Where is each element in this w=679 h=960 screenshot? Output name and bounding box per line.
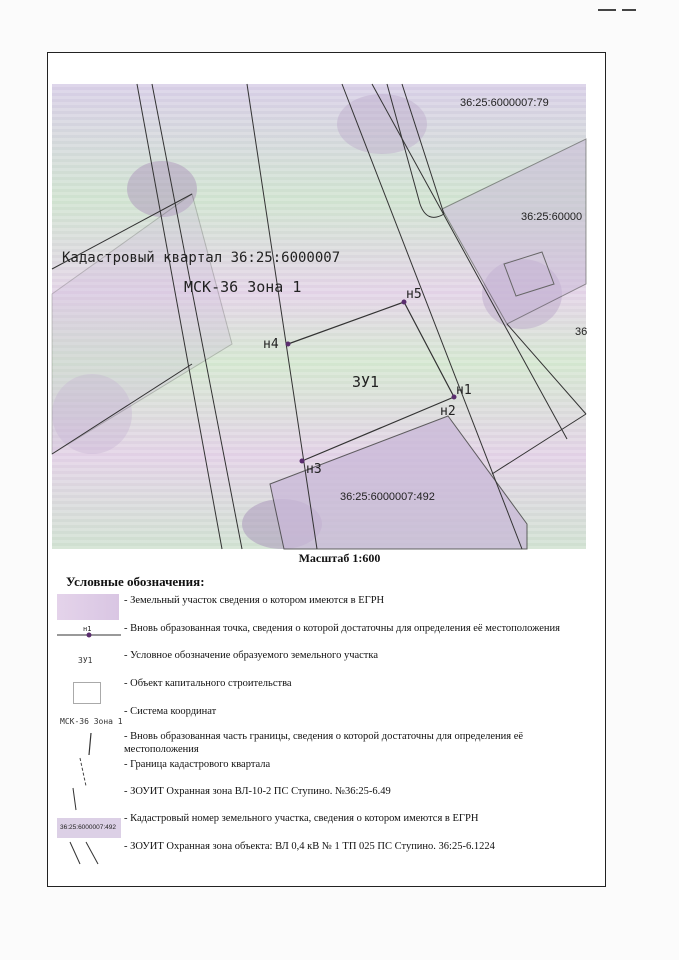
legend-text-coord-system: - Система координат xyxy=(124,706,217,717)
cadastral-label-79: 36:25:6000007:79 xyxy=(460,97,549,109)
legend-symbol-zone-vl10 xyxy=(72,788,78,810)
legend-symbol-coord-system: МСК-36 Зона 1 xyxy=(60,717,123,726)
legend-text-quarter-boundary: - Граница кадастрового квартала xyxy=(124,759,271,770)
legend-symbol-new-boundary xyxy=(88,733,92,755)
legend-symbol-new-point xyxy=(57,624,121,640)
scan-mark-top-2 xyxy=(622,9,636,11)
legend-symbol-zone-vl04 xyxy=(68,842,104,864)
legend-text-egrn-parcel: - Земельный участок сведения о котором имеются в ЕГРН xyxy=(124,595,385,606)
cadastral-label-492: 36:25:6000007:492 xyxy=(340,491,435,503)
scan-mark-top xyxy=(598,9,616,11)
legend-text-new-point: - Вновь образованная точка, сведения о которой достаточны для определения её местоположения xyxy=(124,623,560,634)
legend-symbol-cadastral-number: 36:25:6000007:492 xyxy=(57,818,121,838)
cadastral-label-edge: 36 xyxy=(575,326,588,338)
legend-text-new-boundary: - Вновь образованная часть границы, сведения о которой достаточны для определения её местоположения xyxy=(124,731,524,755)
legend-text-building: - Объект капитального строительства xyxy=(124,678,292,689)
point-label-n4: н4 xyxy=(263,337,279,352)
point-label-n3: н3 xyxy=(306,462,322,477)
point-n3 xyxy=(300,459,305,464)
legend-symbol-egrn-parcel xyxy=(57,594,119,620)
parcel-zu1-label: ЗУ1 xyxy=(352,373,380,391)
map-svg xyxy=(52,84,586,549)
legend-title: Условные обозначения: xyxy=(66,574,205,589)
point-n4 xyxy=(286,342,291,347)
legend-text-zone-vl04: - ЗОУИТ Охранная зона объекта: ВЛ 0,4 кВ № 1 ТП 025 ПС Ступино. 36:25-6.1224 xyxy=(124,841,495,852)
point-label-n1: н1 xyxy=(456,383,472,398)
legend-symbol-quarter-boundary xyxy=(78,758,88,786)
map-scale: Масштаб 1:600 xyxy=(298,551,381,565)
legend-text-parcel-label: - Условное обозначение образуемого земельного участка xyxy=(124,650,378,661)
legend-text-zone-vl10: - ЗОУИТ Охранная зона ВЛ-10-2 ПС Ступино. №36:25-6.49 xyxy=(124,786,391,797)
point-label-n5: н5 xyxy=(406,287,422,302)
cadastral-label-partial: 36:25:60000 xyxy=(521,211,583,223)
quarter-label: Кадастровый квартал 36:25:6000007 xyxy=(62,250,341,266)
coord-system-label: МСК-36 Зона 1 xyxy=(184,278,302,296)
svg-text:н1: н1 xyxy=(83,625,92,633)
legend-symbol-parcel-label: ЗУ1 xyxy=(78,656,93,665)
legend-symbol-building xyxy=(73,682,101,704)
cadastral-map xyxy=(52,84,586,549)
point-label-n2: н2 xyxy=(440,404,456,419)
legend-text-cadastral-number: - Кадастровый номер земельного участка, сведения о котором имеются в ЕГРН xyxy=(124,813,479,824)
